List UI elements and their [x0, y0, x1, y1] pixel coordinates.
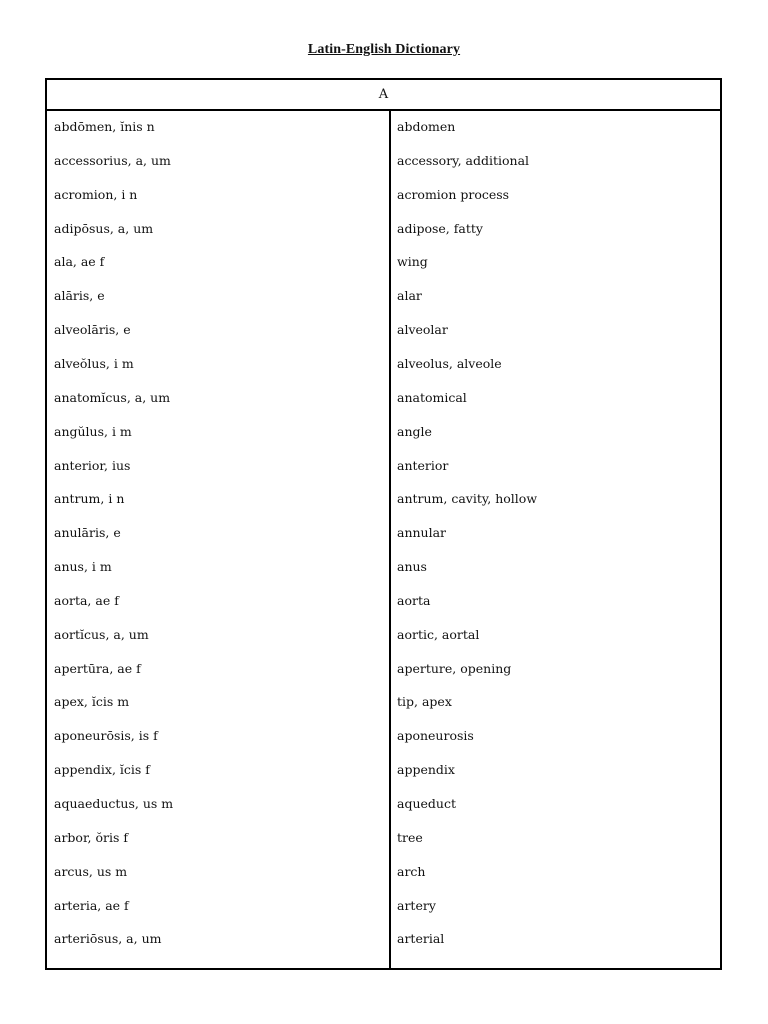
- latin-term: aortĭcus, a, um: [54, 627, 149, 642]
- latin-term: abdōmen, ĭnis n: [54, 119, 155, 134]
- latin-term: apertūra, ae f: [54, 661, 141, 676]
- latin-term: arteriōsus, a, um: [54, 931, 162, 946]
- latin-term: aponeurōsis, is f: [54, 728, 158, 743]
- latin-term: anulāris, e: [54, 525, 121, 540]
- latin-term: acromion, i n: [54, 187, 138, 202]
- english-translation: arch: [397, 864, 426, 879]
- english-translation: appendix: [397, 762, 455, 777]
- english-translation: alveolar: [397, 322, 448, 337]
- section-letter: A: [378, 87, 389, 102]
- english-translation: aortic, aortal: [397, 627, 480, 642]
- column-divider: [389, 111, 391, 968]
- latin-term: aorta, ae f: [54, 593, 119, 608]
- dictionary-table: [45, 78, 722, 970]
- english-translation: abdomen: [397, 119, 456, 134]
- latin-term: apex, ĭcis m: [54, 694, 130, 709]
- english-translation: alar: [397, 288, 422, 303]
- english-translation: adipose, fatty: [397, 221, 483, 236]
- latin-term: arteria, ae f: [54, 898, 129, 913]
- latin-term: anus, i m: [54, 559, 112, 574]
- english-translation: aperture, opening: [397, 661, 512, 676]
- english-translation: tree: [397, 830, 423, 845]
- english-translation: accessory, additional: [397, 153, 530, 168]
- latin-term: angŭlus, i m: [54, 424, 132, 439]
- latin-term: antrum, i n: [54, 491, 125, 506]
- latin-term: anterior, ius: [54, 458, 131, 473]
- english-translation: wing: [397, 254, 428, 269]
- english-translation: aorta: [397, 593, 431, 608]
- latin-term: alāris, e: [54, 288, 105, 303]
- english-translation: anus: [397, 559, 427, 574]
- english-translation: anatomical: [397, 390, 467, 405]
- latin-term: arcus, us m: [54, 864, 128, 879]
- english-translation: antrum, cavity, hollow: [397, 491, 538, 506]
- english-translation: artery: [397, 898, 436, 913]
- latin-term: ala, ae f: [54, 254, 105, 269]
- latin-term: appendix, ĭcis f: [54, 762, 150, 777]
- latin-term: alveolāris, e: [54, 322, 131, 337]
- latin-term: arbor, ŏris f: [54, 830, 129, 845]
- latin-term: accessorius, a, um: [54, 153, 171, 168]
- english-translation: anterior: [397, 458, 449, 473]
- section-letter-header: [47, 80, 720, 111]
- english-translation: tip, apex: [397, 694, 452, 709]
- latin-term: alveŏlus, i m: [54, 356, 134, 371]
- latin-term: aquaeductus, us m: [54, 796, 174, 811]
- entries-body: [47, 111, 720, 968]
- english-translation: angle: [397, 424, 432, 439]
- english-translation: annular: [397, 525, 447, 540]
- english-translation: arterial: [397, 931, 445, 946]
- english-translation: aqueduct: [397, 796, 456, 811]
- page-title: Latin-English Dictionary: [307, 42, 461, 57]
- english-translation: acromion process: [397, 187, 510, 202]
- latin-term: adipōsus, a, um: [54, 221, 154, 236]
- latin-term: anatomĭcus, a, um: [54, 390, 171, 405]
- english-translation: alveolus, alveole: [397, 356, 502, 371]
- english-translation: aponeurosis: [397, 728, 474, 743]
